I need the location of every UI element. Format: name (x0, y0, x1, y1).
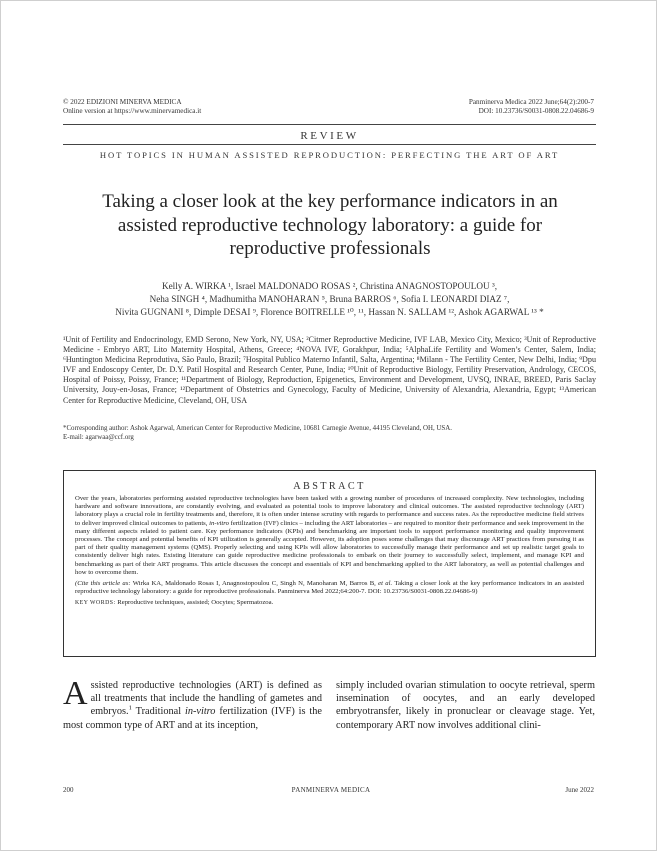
cite-etal: et al. (378, 580, 393, 588)
abstract-paragraph (75, 495, 584, 577)
footer-journal: PANMINERVA MEDICA (291, 786, 371, 794)
abstract-heading: ABSTRACT (293, 481, 366, 492)
body-column-right: simply included ovarian stimulation to oocyte retrieval, sperm insemination of oocytes, and an early developed embryotransfer, likely in pronuclear or cleavage stage. Yet, contemporary ART now involves additional clini- (336, 680, 595, 731)
abstract-text-part: Over the years, laboratories performing assisted reproductive technologies have been tasked with a growing number of procedures of increased complexity. New technologies, including hardware and software innovations, are constantly evolving, and evaluated as potential tools to improve laboratory and clinical outcomes. The assisted reproductive technology (ART) laboratory plays a crucial role in fertility treatments and, therefore, it is often under intense scrutiny with regards to performance and success rates. As the reproductive medicine field strives to deliver improved clinical outcomes to patients, (75, 495, 584, 527)
body-column-left (63, 675, 322, 732)
abstract-keywords (75, 599, 584, 607)
page-number: 200 (63, 786, 74, 794)
article-title: Taking a closer look at the key performance indicators in an assisted reproductive technology laboratory: a guide for reproductive professionals (102, 191, 558, 259)
author-line: Kelly A. WIRKA ¹, Israel MALDONADO ROSAS ², Christina ANAGNOSTOPOULOU ³, (161, 281, 498, 291)
doi-line: DOI: 10.23736/S0031-0808.22.04686-9 (478, 107, 594, 115)
author-line: Nivita GUGNANI ⁸, Dimple DESAI ⁹, Florence BOITRELLE ¹⁰, ¹¹, Hassan N. SALLAM ¹², Ashok AGARWAL ¹³ * (115, 306, 544, 317)
header-right (469, 98, 594, 116)
body-text: fertilization (IVF) is the most common type of ART and at its inception, (63, 706, 322, 731)
header-rule (63, 124, 596, 125)
keywords-text: Reproductive techniques, assisted; Oocytes; Spermatozoa. (115, 599, 274, 607)
body-text: ssisted reproductive technologies (ART) is defined as all treatments that include the handling of gametes and embryos. (90, 680, 322, 718)
journal-citation: Panminerva Medica 2022 June;64(2):200-7 (468, 98, 594, 106)
abstract-italic-term: in-vitro (209, 519, 229, 527)
header-left (63, 98, 201, 116)
author-line: Neha SINGH ⁴, Madhumitha MANOHARAN ⁵, Bruna BARROS ⁶, Sofia I. LEONARDI DIAZ ⁷, (149, 293, 510, 304)
section-rule (63, 144, 596, 145)
affiliations: ¹Unit of Fertility and Endocrinology, EMD Serono, New York, NY, USA; ²Citmer Reproductive Medicine, IVF LAB, Mexico City, Mexico; ³Unit of Reproductive Medicine - Embryo ART, Lito Maternity Hospital, Athens, Greece; ⁴NOVA IVF, Gorakhpur, India; ⁵AlphaLife Fertility and Women’s Center, Salem, India; ⁶Huntington Medicina Reprodutiva, São Paulo, Brazil; ⁷Hospital Publico Materno Infantil, Salta, Argentina; ⁸Milann - The Fertility Center, New Delhi, India; ⁹Dpu IVF and Endoscopy Center, Dr. D.Y. Patil Hospital and Research Center, Pune, India; ¹⁰Unit of Reproductive Biology, Fertility Preservation, Andrology, CECOS, Hospital of Poissy, Poissy, France; ¹¹Department of Biology, Reproduction, Epigenetics, Environment and Development, UVSQ, INRAE, BREED, Paris Saclay University, Jouy-en-Josas, France; ¹²Department of Obstetrics and Gynecology, Faculty of Medicine, University of Alexandria, Alexandria, Egypt; ¹³American Center for Reproductive Medicine, Cleveland, OH, USA (63, 335, 596, 405)
subsection-label: HOT TOPICS IN HUMAN ASSISTED REPRODUCTION: PERFECTING THE ART OF ART (99, 150, 560, 160)
footer-date: June 2022 (565, 786, 594, 794)
abstract-box (63, 470, 596, 657)
abstract-text-part: fertilization (IVF) clinics – including the ART laboratories – are required to monitor their performance and seek improvement in the many different aspects related to patient care. Key performance indicators (KPIs) and benchmarking are important tools to support performance monitoring and quality improvement processes. The concept and potential benefits of KPI utilization is generally accepted. However, its adoption poses some challenges that may discourage ART practices from pursuing it as part of their quality management systems (QMS). Properly selecting and using KPIs will allow laboratories to successfully manage their performance and set up realistic target goals to consistently deliver high rates. Existing literature can guide reproductive medicine professionals to embark on their journey to successfully select, implement, and manage KPI and benchmarking as part of their ART programs. This article discusses the concept and essentials of KPI and benchmarking applied to the ART laboratory, as well as potential challenges and how to overcome them. (75, 519, 584, 576)
cite-text: Taking a closer look at the key performance indicators in an assisted reproductive technology laboratory: a guide for reproductive professionals. Panminerva Med 2022;64:200-7. DOI: 10.23736/S0031-0808.22.04686-9) (75, 580, 585, 596)
drop-cap: A (63, 675, 88, 712)
body-text: Traditional (131, 706, 185, 718)
body-italic-term: in-vitro (184, 706, 216, 718)
cite-label: (Cite this article as: (75, 580, 131, 588)
corresponding-author: *Corresponding author: Ashok Agarwal, American Center for Reproductive Medicine, 10681 Carnegie Avenue, 44195 Cleveland, OH, USA. (63, 425, 452, 432)
online-version-line: Online version at https://www.minervamedica.it (63, 107, 202, 115)
abstract-citation (75, 580, 584, 596)
reference-marker: 1 (128, 704, 132, 712)
copyright-line: © 2022 EDIZIONI MINERVA MEDICA (63, 98, 182, 106)
keywords-label: KEY WORDS: (75, 600, 116, 607)
abstract-body (75, 495, 584, 608)
cite-text: Wirka KA, Maldonado Rosas I, Anagnostopoulou C, Singh N, Manoharan M, Barros B, (130, 580, 379, 588)
author-email: E-mail: agarwaa@ccf.org (63, 434, 134, 442)
section-label: REVIEW (300, 130, 359, 142)
corresponding-author-block (63, 424, 596, 443)
author-list (63, 280, 596, 318)
